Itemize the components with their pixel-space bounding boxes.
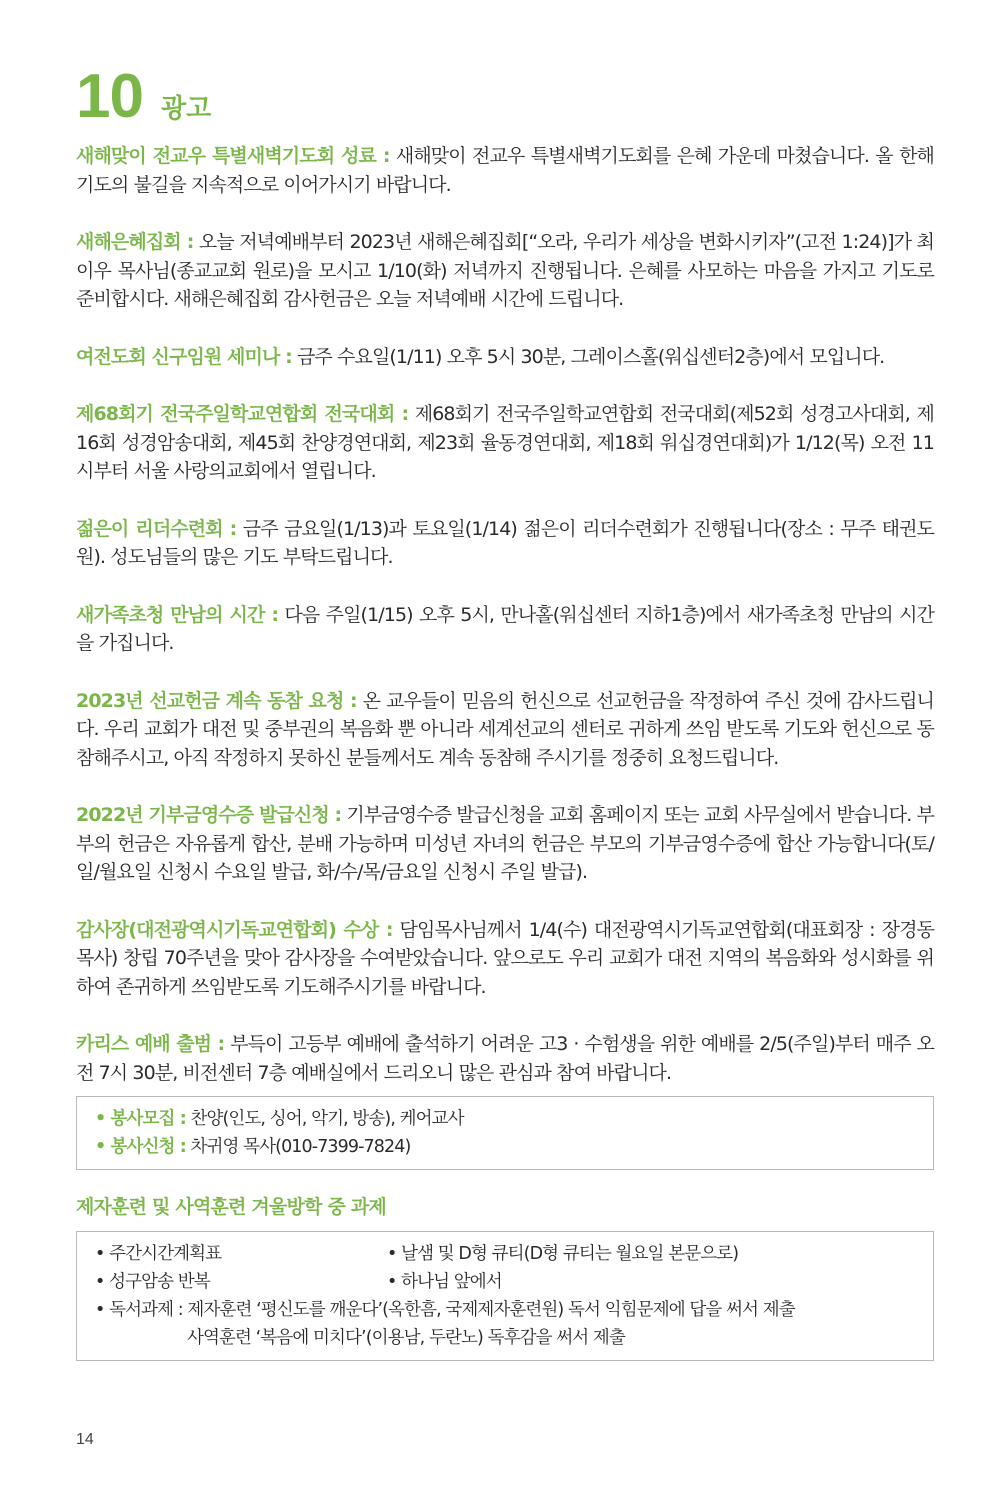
training-task: • 날샘 및 D형 큐티(D형 큐티는 월요일 본문으로) [387, 1244, 739, 1264]
announcement-item [76, 1030, 934, 1087]
announcement-title: 젊은이 리더수련회 : [76, 517, 237, 540]
apply-text: 차귀영 목사(010-7399-7824) [185, 1137, 411, 1157]
reading-assignment-line2: 사역훈련 ‘복음에 미치다’(이용남, 두란노) 독후감을 써서 제출 [187, 1328, 625, 1348]
training-row [95, 1268, 915, 1296]
reading-assignment-line1: • 독서과제 : 제자훈련 ‘평신도를 깨운다’(옥한흠, 국제제자훈련원) 독서 익힘문제에 답을 써서 제출 [95, 1300, 795, 1320]
announcement-title: 새가족초청 만남의 시간 : [76, 603, 279, 626]
training-box [76, 1231, 934, 1361]
announcement-list [76, 142, 934, 1361]
announcement-item [76, 687, 934, 773]
section-title: 광고 [160, 94, 212, 124]
recruit-label: • 봉사모집 : [95, 1109, 186, 1129]
volunteer-recruit-line [95, 1105, 915, 1133]
announcement-title: 감사장(대전광역시기독교연합회) 수상 : [76, 918, 393, 941]
announcement-title: 2022년 기부금영수증 발급신청 : [76, 804, 342, 826]
announcement-item [76, 515, 934, 572]
announcement-item [76, 343, 934, 372]
page-number: 14 [76, 1431, 94, 1448]
announcement-item [76, 916, 934, 1002]
announcement-body: 금주 금요일(1/13)과 토요일(1/14) 젊은이 리더수련회가 진행됩니다(장소 : 무주 태권도원). 성도님들의 많은 기도 부탁드립니다. [76, 517, 935, 568]
apply-label: • 봉사신청 : [95, 1137, 186, 1157]
announcement-title: 2023년 선교헌금 계속 동참 요청 : [76, 689, 357, 712]
announcement-title: 새해은혜집회 : [76, 231, 194, 253]
training-title: 제자훈련 및 사역훈련 겨울방학 중 과제 [76, 1196, 386, 1218]
announcement-title: 새해맞이 전교우 특별새벽기도회 성료 : [76, 145, 390, 167]
announcement-item [76, 228, 934, 314]
announcement-body: 새해맞이 전교우 특별새벽기도회를 은혜 가운데 마쳤습니다. 올 한해 기도의 불길을 지속적으로 이어가시기 바랍니다. [76, 145, 934, 196]
announcement-body: 다음 주일(1/15) 오후 5시, 만나홀(워십센터 지하1층)에서 새가족초청 만남의 시간을 가집니다. [76, 603, 934, 654]
volunteer-box [76, 1096, 934, 1170]
volunteer-apply-line [95, 1133, 915, 1161]
announcement-title: 여전도회 신구임원 세미나 : [76, 345, 292, 368]
announcement-body: 제68회기 전국주일학교연합회 전국대회(제52회 성경고사대회, 제16회 성경암송대회, 제45회 찬양경연대회, 제23회 율동경연대회, 제18회 워십경연대회)가 1/12(목) 오전 11시부터 서울 사랑의교회에서 열립니다. [76, 403, 934, 482]
announcement-item [76, 601, 934, 658]
announcement-body: 온 교우들이 믿음의 헌신으로 선교헌금을 작정하여 주신 것에 감사드립니다. 우리 교회가 대전 및 중부권의 복음화 뿐 아니라 세계선교의 센터로 귀하게 쓰임 받도록 기도와 헌신으로 동참해주시고, 아직 작정하지 못하신 분들께서도 계속 동참해 주시기를 정중히 요청드립니다. [76, 689, 934, 769]
announcement-body: 기부금영수증 발급신청을 교회 홈페이지 또는 교회 사무실에서 받습니다. 부부의 헌금은 자유롭게 합산, 분배 가능하며 미성년 자녀의 헌금은 부모의 기부금영수증에 합산 가능합니다(토/일/월요일 신청시 수요일 발급, 화/수/목/금요일 신청시 주일 발급). [76, 804, 934, 883]
announcement-body: 오늘 저녁예배부터 2023년 새해은혜집회[“오라, 우리가 세상을 변화시키자”(고전 1:24)]가 최이우 목사님(종교교회 원로)을 모시고 1/10(화) 저녁까지 진행됩니다. 은혜를 사모하는 마음을 가지고 기도로 준비합시다. 새해은혜집회 감사헌금은 오늘 저녁예배 시간에 드립니다. [76, 231, 935, 310]
announcement-item [76, 142, 934, 199]
announcement-body: 부득이 고등부 예배에 출석하기 어려운 고3 · 수험생을 위한 예배를 2/5(주일)부터 매주 오전 7시 30분, 비전센터 7층 예배실에서 드리오니 많은 관심과 참여 바랍니다. [76, 1033, 934, 1084]
training-task: • 주간시간계획표 [95, 1244, 222, 1264]
section-header [76, 62, 212, 131]
training-row [95, 1240, 915, 1268]
announcement-title: 카리스 예배 출범 : [76, 1033, 225, 1055]
announcement-item [76, 400, 934, 486]
announcement-title: 제68회기 전국주일학교연합회 전국대회 : [76, 403, 409, 425]
section-number: 10 [76, 62, 143, 131]
announcement-item [76, 801, 934, 887]
announcement-body: 담임목사님께서 1/4(수) 대전광역시기독교연합회(대표회장 : 장경동 목사) 창립 70주년을 맞아 감사장을 수여받았습니다. 앞으로도 우리 교회가 대전 지역의 복음화와 성시화를 위하여 존귀하게 쓰임받도록 기도해주시기를 바랍니다. [76, 918, 934, 998]
recruit-text: 찬양(인도, 싱어, 악기, 방송), 케어교사 [185, 1109, 464, 1129]
training-task: • 성구암송 반복 [95, 1272, 210, 1292]
announcement-body: 금주 수요일(1/11) 오후 5시 30분, 그레이스홀(워십센터2층)에서 모입니다. [291, 345, 885, 368]
training-task: • 하나님 앞에서 [387, 1272, 502, 1292]
